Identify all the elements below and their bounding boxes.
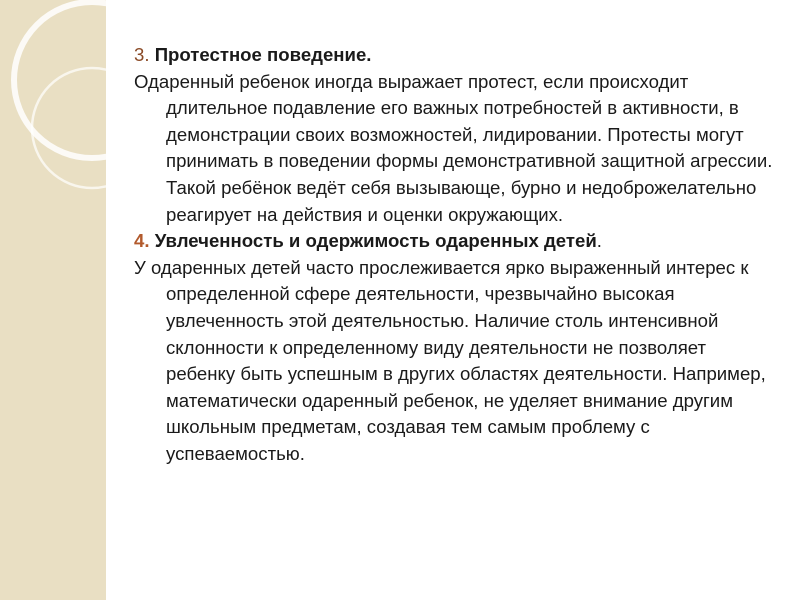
decorative-ring-small [32, 68, 106, 188]
decorative-rings [0, 0, 106, 600]
slide-text-body [134, 42, 774, 468]
section-3-title: Протестное поведение. [154, 44, 372, 65]
decorative-ring-large [14, 2, 106, 158]
section-3-heading [134, 42, 774, 69]
section-4-title: Увлеченность и одержимость одаренных детей [154, 230, 597, 252]
section-3-body: Одаренный ребенок иногда выражает протест, если происходит длительное подавление его важных потребностей в активности, в демонстрации своих возможностей, лидировании. Протесты могут принимать в поведении формы демонстративной защитной агрессии. Такой ребёнок ведёт себя вызывающе, бурно и недоброжелательно реагирует на действия и оценки окружающих. [134, 70, 773, 225]
section-4-number: 4. [134, 230, 150, 252]
section-4-heading [134, 228, 774, 255]
section-4-body: У одаренных детей часто прослеживается ярко выраженный интерес к определенной сфере деятельности, чрезвычайно высокая увлеченность этой деятельностью. Наличие столь интенсивной склонности к определенному виду деятельности не позволяет ребенку быть успешным в других областях деятельности. Например, математически одаренный ребенок, не уделяет внимание другим школьным предметам, создавая тем самым проблему с успеваемостью. [134, 256, 766, 464]
decorative-side-band [0, 0, 106, 600]
section-3-number: 3. [134, 44, 150, 65]
section-4-title-period: . [596, 230, 602, 252]
